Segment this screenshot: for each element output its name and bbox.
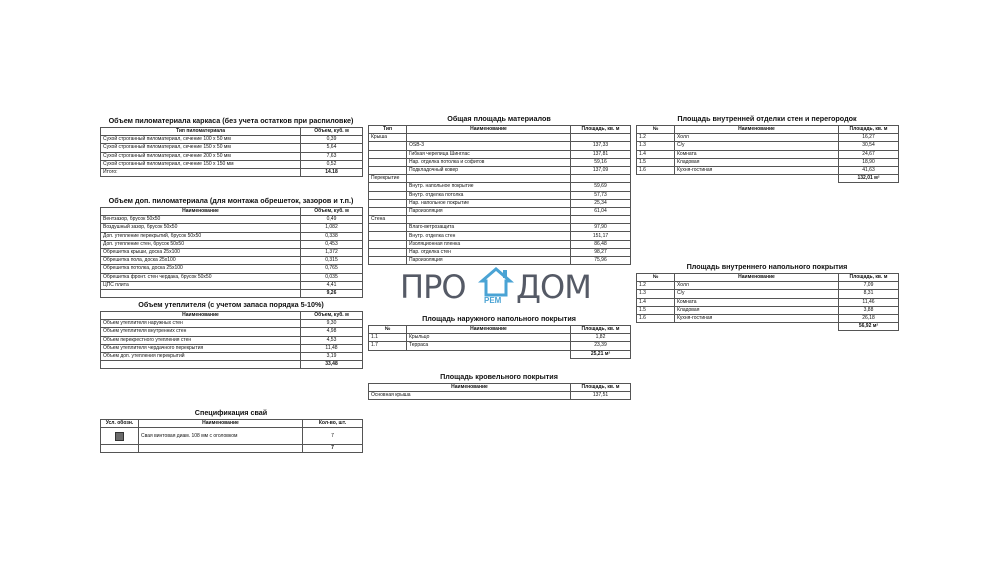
cell-name: Воздушный зазор, брусок 50х50 xyxy=(101,224,301,232)
cell-name: Нар. отделка потолка и софитов xyxy=(407,158,571,166)
cell-name: Нар. отделка стен xyxy=(407,248,571,256)
cell-value: 25,34 xyxy=(571,199,631,207)
table-row xyxy=(101,248,363,256)
empty-cell xyxy=(571,134,631,142)
cell-value: 3,19 xyxy=(301,352,363,360)
total-value: 56,92 м² xyxy=(839,323,899,331)
cell-name: Доп. утепление стен, брусок 50х50 xyxy=(101,240,301,248)
col-header: Площадь, кв. м xyxy=(839,126,899,134)
table-row xyxy=(637,150,899,158)
empty-cell xyxy=(369,142,407,150)
empty-cell xyxy=(369,166,407,174)
empty-cell xyxy=(101,445,139,453)
cell-value: 0,49 xyxy=(301,216,363,224)
lumber-frame-block xyxy=(100,116,362,177)
cell-value: 59,69 xyxy=(571,183,631,191)
cell-num: 1.3 xyxy=(637,142,675,150)
cell-num: 1.3 xyxy=(637,290,675,298)
cell-name: OSB-3 xyxy=(407,142,571,150)
table-row xyxy=(637,314,899,322)
table-row xyxy=(369,199,631,207)
cell-name: Гибкая черепица Шинглас xyxy=(407,150,571,158)
col-header: Наименование xyxy=(139,420,303,428)
cell-name: Объем доп. утепления перекрытий xyxy=(101,352,301,360)
empty-cell xyxy=(369,191,407,199)
cell-name: Сухой строганный пиломатериал, сечение 100 х 50 мм xyxy=(101,136,301,144)
empty-cell xyxy=(369,199,407,207)
table-row xyxy=(637,298,899,306)
logo-dom-text: ДОМ xyxy=(516,268,591,306)
cell-name: Объем перекрестного утепления стен xyxy=(101,336,301,344)
table-row xyxy=(369,142,631,150)
materials-area-title: Общая площадь материалов xyxy=(447,114,551,123)
cell-value: 7,09 xyxy=(839,282,899,290)
col-header: Тип xyxy=(369,126,407,134)
cell-value: 11,48 xyxy=(301,344,363,352)
extra-lumber-block xyxy=(100,196,362,298)
col-header: Объем, куб. м xyxy=(301,128,363,136)
table-row xyxy=(101,257,363,265)
table-row xyxy=(369,158,631,166)
cell-name: Обрешетка потолка, доска 25х100 xyxy=(101,265,301,273)
cell-value: 0,39 xyxy=(301,136,363,144)
total-label xyxy=(101,361,301,369)
cell-value: 151,17 xyxy=(571,232,631,240)
group-row xyxy=(369,216,631,224)
cell-name: Основная крыша xyxy=(369,392,571,400)
cell-value: 86,48 xyxy=(571,240,631,248)
cell-name: Объем утеплителя наружных стен xyxy=(101,320,301,328)
cell-value: 57,73 xyxy=(571,191,631,199)
cell-name: Кладовая xyxy=(675,306,839,314)
cell-name: Обрешетка крыши, доска 25х100 xyxy=(101,248,301,256)
col-header: Площадь, кв. м xyxy=(571,126,631,134)
table-row xyxy=(369,224,631,232)
cell-value: 9,30 xyxy=(301,320,363,328)
cell-name: Влаго-ветрозащита xyxy=(407,224,571,232)
cell-value: 98,27 xyxy=(571,248,631,256)
table-row xyxy=(369,150,631,158)
cell-name: Пароизоляция xyxy=(407,257,571,265)
empty-cell xyxy=(369,350,407,358)
cell-num: 1.5 xyxy=(637,306,675,314)
table-row xyxy=(101,152,363,160)
cell-name: Сухой строганный пиломатериал, сечение 150 х 50 мм xyxy=(101,144,301,152)
outdoor-floor-table xyxy=(368,325,631,359)
cell-num: 1.4 xyxy=(637,298,675,306)
empty-cell xyxy=(637,323,675,331)
logo-pro-text: ПРО xyxy=(400,268,466,306)
cell-value: 26,18 xyxy=(839,314,899,322)
table-row xyxy=(369,248,631,256)
cell-value: 97,90 xyxy=(571,224,631,232)
prodom-logo xyxy=(400,266,600,310)
col-header: Объем, куб. м xyxy=(301,312,363,320)
cell-name: Кухня-гостиная xyxy=(675,314,839,322)
empty-cell xyxy=(675,175,839,183)
group-type: Крыша xyxy=(369,134,407,142)
table-row xyxy=(101,344,363,352)
cell-value: 0,035 xyxy=(301,273,363,281)
total-label: Итого: xyxy=(101,168,301,176)
table-row xyxy=(101,281,363,289)
total-value: 33,48 xyxy=(301,361,363,369)
empty-cell xyxy=(369,248,407,256)
cell-num: 1.4 xyxy=(637,150,675,158)
pile-symbol-cell xyxy=(101,428,139,445)
cell-name: Объем утеплителя внутренних стен xyxy=(101,328,301,336)
extra-lumber-table xyxy=(100,207,363,298)
wall-finish-title: Площадь внутренней отделки стен и перегородок xyxy=(677,114,857,123)
empty-cell xyxy=(407,175,571,183)
wall-finish-block xyxy=(636,114,898,183)
empty-cell xyxy=(571,216,631,224)
empty-cell xyxy=(407,134,571,142)
empty-cell xyxy=(369,224,407,232)
total-value: 25,21 м² xyxy=(571,350,631,358)
col-header: № xyxy=(369,326,407,334)
col-header: Объем, куб. м xyxy=(301,208,363,216)
cell-value: 1,82 xyxy=(571,334,631,342)
col-header: Тип пиломатериала xyxy=(101,128,301,136)
cell-name: Сухой строганный пиломатериал, сечение 200 х 50 мм xyxy=(101,152,301,160)
empty-cell xyxy=(571,175,631,183)
cell-name: Кухня-гостиная xyxy=(675,166,839,174)
cell-value: 30,54 xyxy=(839,142,899,150)
lumber-frame-title: Объем пиломатериала каркаса (без учета остатков при распиловке) xyxy=(108,116,354,125)
cell-name: Внутр. напольное покрытие xyxy=(407,183,571,191)
table-row xyxy=(101,273,363,281)
cell-name: С/у xyxy=(675,290,839,298)
cell-name: Холл xyxy=(675,134,839,142)
cell-name: Внутр. отделка стен xyxy=(407,232,571,240)
cell-value: 11,46 xyxy=(839,298,899,306)
empty-cell xyxy=(139,445,303,453)
piles-block xyxy=(100,408,362,453)
roof-area-block xyxy=(368,372,630,400)
total-row xyxy=(101,361,363,369)
table-row xyxy=(101,136,363,144)
table-row xyxy=(101,320,363,328)
cell-name: Терраса xyxy=(407,342,571,350)
piles-title: Спецификация свай xyxy=(194,408,268,417)
cell-value: 7,63 xyxy=(301,152,363,160)
empty-cell xyxy=(369,232,407,240)
outdoor-floor-block xyxy=(368,314,630,359)
table-row xyxy=(101,428,363,445)
col-header: Наименование xyxy=(675,126,839,134)
table-row xyxy=(101,224,363,232)
cell-value: 7 xyxy=(303,428,363,445)
cell-name: Холл xyxy=(675,282,839,290)
total-value: 14.18 xyxy=(301,168,363,176)
cell-value: 41,63 xyxy=(839,166,899,174)
table-row xyxy=(369,257,631,265)
cell-value: 16,27 xyxy=(839,134,899,142)
total-row xyxy=(369,350,631,358)
indoor-floor-table xyxy=(636,273,899,331)
table-row xyxy=(369,334,631,342)
cell-name: Обрешетка пола, доска 25х100 xyxy=(101,257,301,265)
cell-value: 137,09 xyxy=(571,166,631,174)
cell-name: Внутр. отделка потолка xyxy=(407,191,571,199)
cell-num: 1.1 xyxy=(369,334,407,342)
cell-name: Обрешетка фронт. стен чердака, брусок 50х50 xyxy=(101,273,301,281)
cell-value: 23,39 xyxy=(571,342,631,350)
cell-value: 3,88 xyxy=(839,306,899,314)
table-row xyxy=(637,134,899,142)
insulation-title: Объем утеплителя (с учетом запаса порядка 5-10%) xyxy=(138,300,324,309)
cell-num: 1.5 xyxy=(637,158,675,166)
total-row xyxy=(101,289,363,297)
col-header: Наименование xyxy=(101,208,301,216)
total-row xyxy=(101,445,363,453)
table-row xyxy=(637,142,899,150)
insulation-block xyxy=(100,300,362,369)
col-header: Площадь, кв. м xyxy=(571,384,631,392)
table-row xyxy=(101,216,363,224)
total-value: 9,26 xyxy=(301,289,363,297)
table-row xyxy=(101,240,363,248)
cell-name: Свая винтовая диам. 108 мм с оголовком xyxy=(139,428,303,445)
cell-name: Кладовая xyxy=(675,158,839,166)
table-row xyxy=(369,342,631,350)
materials-area-table xyxy=(368,125,631,265)
empty-cell xyxy=(407,350,571,358)
cell-num: 1.7 xyxy=(369,342,407,350)
col-header: Наименование xyxy=(675,274,839,282)
cell-value: 4,53 xyxy=(301,336,363,344)
total-row xyxy=(101,168,363,176)
col-header: Наименование xyxy=(407,326,571,334)
cell-value: 59,16 xyxy=(571,158,631,166)
wall-finish-table xyxy=(636,125,899,183)
cell-value: 18,90 xyxy=(839,158,899,166)
table-row xyxy=(637,282,899,290)
empty-cell xyxy=(675,323,839,331)
total-label xyxy=(101,289,301,297)
cell-value: 137,33 xyxy=(571,142,631,150)
cell-num: 1.2 xyxy=(637,282,675,290)
cell-name: ЦПС плита xyxy=(101,281,301,289)
cell-name: Комната xyxy=(675,150,839,158)
cell-value: 4,98 xyxy=(301,328,363,336)
col-header: Усл. обозн. xyxy=(101,420,139,428)
cell-name: Подкладочный ковер xyxy=(407,166,571,174)
table-row xyxy=(369,392,631,400)
table-row xyxy=(101,328,363,336)
insulation-table xyxy=(100,311,363,369)
lumber-frame-table xyxy=(100,127,363,177)
cell-value: 5,64 xyxy=(301,144,363,152)
col-header: Площадь, кв. м xyxy=(839,274,899,282)
cell-value: 1,372 xyxy=(301,248,363,256)
table-row xyxy=(637,306,899,314)
cell-name: Комната xyxy=(675,298,839,306)
cell-num: 1.6 xyxy=(637,166,675,174)
empty-cell xyxy=(407,216,571,224)
total-row xyxy=(637,323,899,331)
indoor-floor-title: Площадь внутреннего напольного покрытия xyxy=(686,262,848,271)
cell-value: 0,765 xyxy=(301,265,363,273)
total-row xyxy=(637,175,899,183)
table-row xyxy=(369,207,631,215)
cell-value: 75,96 xyxy=(571,257,631,265)
cell-name: С/у xyxy=(675,142,839,150)
piles-table xyxy=(100,419,363,453)
cell-name: Вентзазор, брусок 50х50 xyxy=(101,216,301,224)
cell-num: 1.2 xyxy=(637,134,675,142)
total-value: 132,01 м² xyxy=(839,175,899,183)
empty-cell xyxy=(369,207,407,215)
roof-area-table xyxy=(368,383,631,400)
indoor-floor-block xyxy=(636,262,898,331)
cell-name: Крыльцо xyxy=(407,334,571,342)
cell-name: Сухой строганный пиломатериал, сечение 150 х 150 мм xyxy=(101,160,301,168)
cell-name: Пароизоляция xyxy=(407,207,571,215)
cell-value: 0,338 xyxy=(301,232,363,240)
cell-value: 137,51 xyxy=(571,392,631,400)
cell-value: 61,04 xyxy=(571,207,631,215)
total-value: 7 xyxy=(303,445,363,453)
roof-area-title: Площадь кровельного покрытия xyxy=(440,372,558,381)
col-header: Наименование xyxy=(407,126,571,134)
cell-value: 0,315 xyxy=(301,257,363,265)
group-row xyxy=(369,134,631,142)
group-type: Стена xyxy=(369,216,407,224)
col-header: Кол-во, шт. xyxy=(303,420,363,428)
empty-cell xyxy=(369,240,407,248)
table-row xyxy=(637,166,899,174)
table-row xyxy=(101,352,363,360)
table-row xyxy=(369,183,631,191)
table-row xyxy=(637,290,899,298)
col-header: Наименование xyxy=(369,384,571,392)
group-type: Перекрытие xyxy=(369,175,407,183)
table-row xyxy=(101,265,363,273)
table-row xyxy=(101,144,363,152)
table-row xyxy=(369,166,631,174)
col-header: № xyxy=(637,274,675,282)
cell-name: Объем утеплителя чердачного перекрытия xyxy=(101,344,301,352)
table-row xyxy=(369,191,631,199)
cell-value: 1,082 xyxy=(301,224,363,232)
outdoor-floor-title: Площадь наружного напольного покрытия xyxy=(422,314,576,323)
house-icon xyxy=(478,266,514,300)
cell-name: Нар. напольное покрытие xyxy=(407,199,571,207)
table-row xyxy=(369,240,631,248)
logo-rem-text: РЕМ xyxy=(484,296,502,305)
cell-value: 24,67 xyxy=(839,150,899,158)
col-header: Наименование xyxy=(101,312,301,320)
table-row xyxy=(101,232,363,240)
cell-value: 137,81 xyxy=(571,150,631,158)
extra-lumber-title: Объем доп. пиломатериала (для монтажа обрешеток, зазоров и т.п.) xyxy=(108,196,354,205)
empty-cell xyxy=(369,150,407,158)
empty-cell xyxy=(637,175,675,183)
cell-value: 0,52 xyxy=(301,160,363,168)
cell-name: Изоляционная пленка xyxy=(407,240,571,248)
table-row xyxy=(369,232,631,240)
table-row xyxy=(101,160,363,168)
table-row xyxy=(637,158,899,166)
empty-cell xyxy=(369,257,407,265)
cell-num: 1.6 xyxy=(637,314,675,322)
col-header: Площадь, кв. м xyxy=(571,326,631,334)
pile-symbol-icon xyxy=(115,432,124,441)
table-row xyxy=(101,336,363,344)
materials-area-block xyxy=(368,114,630,265)
empty-cell xyxy=(369,158,407,166)
cell-value: 4,41 xyxy=(301,281,363,289)
cell-name: Доп. утепление перекрытий, брусок 50х50 xyxy=(101,232,301,240)
cell-value: 8,31 xyxy=(839,290,899,298)
group-row xyxy=(369,175,631,183)
empty-cell xyxy=(369,183,407,191)
cell-value: 0,453 xyxy=(301,240,363,248)
col-header: № xyxy=(637,126,675,134)
